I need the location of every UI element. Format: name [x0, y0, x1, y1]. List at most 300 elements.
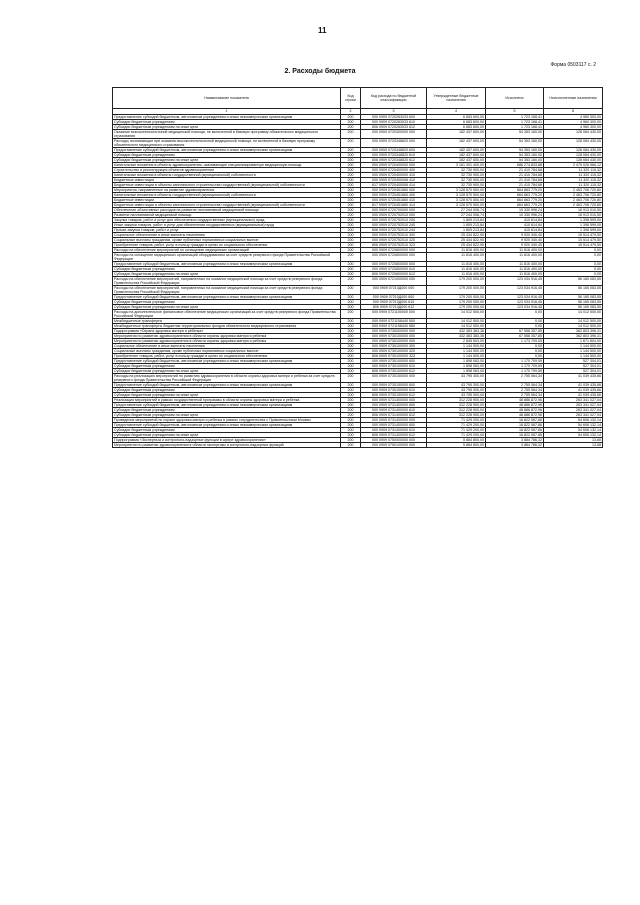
row-classification-code: 000 0909 0720451660 400 [361, 193, 427, 198]
row-executed: 0,00 [486, 310, 544, 319]
row-classification-code: 000 0909 0720451660 410 [361, 198, 427, 203]
row-line-code: 200 [341, 369, 361, 374]
row-executed: 123 034 916,45 [486, 305, 544, 310]
row-name: Субсидии бюджетным учреждениям на иные цели [113, 433, 341, 438]
row-executed: 1 173 709,00 [486, 339, 544, 344]
row-line-code: 200 [341, 243, 361, 248]
row-executed: 11 816 400,00 [486, 262, 544, 267]
row-line-code: 200 [341, 418, 361, 423]
row-line-code: 200 [341, 130, 361, 139]
row-executed: 0,00 [486, 349, 544, 354]
row-unexecuted: 13,68 [544, 438, 603, 443]
table-row [113, 253, 603, 262]
column-number: 6 [544, 109, 603, 115]
row-name: Субсидии бюджетным учреждениям [113, 120, 341, 125]
row-executed: 123 034 916,45 [486, 300, 544, 305]
row-classification-code: 806 0909 0731400000 612 [361, 433, 427, 438]
row-line-code: 200 [341, 403, 361, 408]
row-name: Социальное обеспечение и иные выплаты населению [113, 233, 341, 238]
row-unexecuted: 263 341 027,04 [544, 413, 603, 418]
row-name: Социальные выплаты гражданам, кроме публичных нормативных социальных выплат [113, 238, 341, 243]
row-name: Приобретение товаров, работ, услуг в пользу граждан в целях их социального обеспечения [113, 354, 341, 359]
row-name: Мероприятия, направленные на развитие здравоохранения [113, 188, 341, 193]
row-name: Приобретение товаров, работ, услуг в пользу граждан в целях их социального обеспечения [113, 243, 341, 248]
row-classification-code: 000 0909 0750100000 000 [361, 443, 427, 448]
row-line-code: 200 [341, 267, 361, 272]
row-unexecuted: 16 913 010,50 [544, 213, 603, 218]
row-name: Обеспечение объективных расходов на развитие паллиативной медицинской помощи [113, 208, 341, 213]
row-executed: 410 614,84 [486, 223, 544, 228]
row-classification-code: 000 0909 0720300000 000 [361, 130, 427, 139]
row-executed: 1 723 168,41 [486, 125, 544, 130]
row-approved: 25 434 822,90 [427, 243, 486, 248]
row-executed: 1 170 709,59 [486, 359, 544, 364]
row-executed: 11 816 400,00 [486, 272, 544, 277]
row-classification-code: 817 0909 0720400006 414 [361, 183, 427, 188]
row-line-code: 200 [341, 223, 361, 228]
row-name: Капитальные вложения в объекты государственной (муниципальной) собственности [113, 173, 341, 178]
row-name: Субсидии бюджетным учреждениям на иные цели [113, 369, 341, 374]
column-header-line-code: Код строки [341, 88, 361, 109]
row-executed: 67 558 357,85 [486, 329, 544, 334]
row-classification-code: 000 0909 0720752010 320 [361, 238, 427, 243]
row-executed: 3 884 786,32 [486, 438, 544, 443]
row-line-code: 200 [341, 178, 361, 183]
row-classification-code: 000 0909 0731400000 000 [361, 398, 427, 403]
row-unexecuted: 56 165 083,55 [544, 295, 603, 300]
row-name: Субсидии бюджетным учреждениям [113, 428, 341, 433]
row-line-code: 200 [341, 163, 361, 168]
row-line-code: 200 [341, 388, 361, 393]
row-executed: 664 863 779,20 [486, 203, 544, 208]
row-unexecuted: 4 960 300,00 [544, 125, 603, 130]
row-classification-code: 000 0909 07210Д000 610 [361, 300, 427, 305]
row-approved: 182 437 600,00 [427, 130, 486, 139]
row-unexecuted: 263 341 027,04 [544, 408, 603, 413]
row-line-code: 200 [341, 413, 361, 418]
row-approved: 312 228 900,00 [427, 408, 486, 413]
row-line-code: 200 [341, 115, 361, 120]
row-executed: 48 886 872,96 [486, 398, 544, 403]
row-executed: 2 755 564,34 [486, 388, 544, 393]
row-classification-code: 000 0909 07210Д000 600 [361, 295, 427, 300]
row-name: Капитальные вложения в объекты государственной (муниципальной) собственности [113, 193, 341, 198]
row-approved: 1 898 063,00 [427, 364, 486, 369]
row-executed: 10 330 996,24 [486, 213, 544, 218]
row-name: Проведение мероприятий по охране здоровья матери и ребенка в рамках сотрудничества с Правительством Москвы [113, 418, 341, 423]
row-name: Иные закупки товаров, работ и услуг для обеспечения государственных (муниципальных) нужд [113, 223, 341, 228]
row-approved: 5 884 800,00 [427, 438, 486, 443]
row-unexecuted: 128 084 430,00 [544, 153, 603, 158]
row-approved: 182 437 600,00 [427, 148, 486, 153]
row-unexecuted: 1 144 500,00 [544, 354, 603, 359]
row-unexecuted: 56 165 083,55 [544, 300, 603, 305]
row-unexecuted: 56 165 083,55 [544, 286, 603, 295]
row-line-code: 200 [341, 393, 361, 398]
row-classification-code: 000 0909 0721158440 500 [361, 319, 427, 324]
row-line-code: 200 [341, 374, 361, 383]
row-classification-code: 000 0909 0730100000 600 [361, 359, 427, 364]
row-classification-code: 000 0909 0730150000 000 [361, 374, 427, 383]
row-name: Расходы на обеспечение мероприятий, направленных на оказание медицинской помощи за счет средств резервного фонда Правительства Российской Федерации [113, 277, 341, 286]
row-executed: 123 034 916,45 [486, 295, 544, 300]
row-unexecuted: 263 341 027,04 [544, 403, 603, 408]
row-approved: 2 845 503,00 [427, 339, 486, 344]
row-classification-code: 000 0909 0720800000 610 [361, 267, 427, 272]
row-approved: 25 434 822,90 [427, 233, 486, 238]
row-unexecuted: 14 012 500,00 [544, 310, 603, 319]
column-header-approved: Утвержденные бюджетные назначения [427, 88, 486, 109]
row-name: Предоставление субсидий бюджетным, автономным учреждениям и иным некоммерческим организациям [113, 262, 341, 267]
row-classification-code: 000 0909 0720800000 000 [361, 253, 427, 262]
row-approved: 312 228 900,00 [427, 413, 486, 418]
row-name: Подпрограмма «Экспертиза и контрольно-надзорные функции в сфере здравоохранения» [113, 438, 341, 443]
row-name: Субсидии бюджетным учреждениям на иные цели [113, 158, 341, 163]
row-name: Расходы, возникающие при оказании высокотехнологичной медицинской помощи, не включенной в базовую программу обязательного медицинского страхования [113, 139, 341, 148]
row-classification-code: 806 0909 0720752010 244 [361, 228, 427, 233]
column-number: 5 [486, 109, 544, 115]
row-executed: 2 755 564,34 [486, 383, 544, 388]
row-executed: 21 410 784,68 [486, 183, 544, 188]
row-line-code: 200 [341, 344, 361, 349]
row-unexecuted: 54 606 132,14 [544, 423, 603, 428]
row-unexecuted: 362 803 396,31 [544, 334, 603, 339]
row-classification-code: 806 0909 0730150000 612 [361, 393, 427, 398]
row-executed: 11 816 400,00 [486, 253, 544, 262]
row-classification-code: 000 0909 0720752010 200 [361, 218, 427, 223]
row-name: Мероприятия по развитию здравоохранения в области охраны здоровья матери и ребенка [113, 334, 341, 339]
row-executed: 10 330 996,24 [486, 208, 544, 213]
row-line-code: 200 [341, 438, 361, 443]
row-name: Предоставление субсидий бюджетным, автономным учреждениям и иным некоммерческим организациям [113, 295, 341, 300]
row-executed: 0,00 [486, 324, 544, 329]
row-classification-code: 000 0909 0721158440 580 [361, 324, 427, 329]
row-approved: 3 128 570 500,00 [427, 188, 486, 193]
table-row [113, 374, 603, 383]
row-line-code: 200 [341, 168, 361, 173]
row-classification-code: 806 0909 0720752010 323 [361, 243, 427, 248]
row-executed: 54 353 160,00 [486, 139, 544, 148]
row-approved: 32 730 900,00 [427, 183, 486, 188]
row-line-code: 200 [341, 295, 361, 300]
row-line-code: 200 [341, 349, 361, 354]
row-approved: 11 816 400,00 [427, 262, 486, 267]
row-executed: 21 410 784,68 [486, 173, 544, 178]
row-name: Бюджетные инвестиции [113, 178, 341, 183]
row-line-code: 200 [341, 354, 361, 359]
table-row [113, 130, 603, 139]
row-approved: 6 683 600,00 [427, 125, 486, 130]
row-name: Капитальные вложения в объекты здравоохранения, оказывающие специализированную медицинскую помощь [113, 163, 341, 168]
row-unexecuted: 54 606 132,14 [544, 428, 603, 433]
row-unexecuted: 2 475 026 566,12 [544, 163, 603, 168]
row-classification-code: 000 0909 0730100000 610 [361, 364, 427, 369]
row-name: Бюджетные инвестиции в объекты капитального строительства государственной (муниципальной) собственности [113, 203, 341, 208]
row-classification-code: 000 0909 0721100000 000 [361, 310, 427, 319]
table-row [113, 139, 603, 148]
row-approved: 43 795 300,00 [427, 388, 486, 393]
row-line-code: 200 [341, 277, 361, 286]
row-approved: 11 816 400,00 [427, 253, 486, 262]
row-approved: 11 816 400,00 [427, 267, 486, 272]
row-line-code: 200 [341, 272, 361, 277]
row-classification-code: 806 0909 0720263033 612 [361, 125, 427, 130]
row-line-code: 200 [341, 428, 361, 433]
row-classification-code: 806 0909 0730100000 323 [361, 354, 427, 359]
row-classification-code: 000 0909 0730000000 000 [361, 329, 427, 334]
row-executed: 1 723 168,41 [486, 115, 544, 120]
row-approved: 71 429 200,00 [427, 433, 486, 438]
table-body [113, 115, 603, 448]
row-name: Субсидии бюджетным учреждениям [113, 300, 341, 305]
row-executed: 2 755 564,34 [486, 393, 544, 398]
row-line-code: 200 [341, 208, 361, 213]
row-name: Субсидии бюджетным учреждениям [113, 267, 341, 272]
row-executed: 410 614,84 [486, 228, 544, 233]
row-line-code: 200 [341, 203, 361, 208]
row-name: Предоставление субсидий бюджетным, автономным учреждениям и иным некоммерческим организациям [113, 403, 341, 408]
row-line-code: 200 [341, 218, 361, 223]
row-approved: 312 228 900,00 [427, 403, 486, 408]
row-executed: 11 816 400,00 [486, 267, 544, 272]
row-line-code: 200 [341, 188, 361, 193]
row-name: Предоставление субсидий бюджетным, автономным учреждениям и иным некоммерческим организациям [113, 115, 341, 120]
row-classification-code: 806 0909 0720800000 612 [361, 272, 427, 277]
row-approved: 179 200 000,00 [427, 277, 486, 286]
row-approved: 1 898 063,00 [427, 369, 486, 374]
row-approved: 1 144 500,00 [427, 349, 486, 354]
column-header-classification: Код расхода по бюджетной классификации [361, 88, 427, 109]
row-approved: 179 200 000,00 [427, 300, 486, 305]
row-classification-code: 000 0909 0730100000 320 [361, 349, 427, 354]
header-row [113, 88, 603, 109]
row-executed: 48 886 872,96 [486, 413, 544, 418]
table-row [113, 443, 603, 448]
row-line-code: 200 [341, 359, 361, 364]
row-approved: 32 730 900,00 [427, 178, 486, 183]
row-classification-code: 000 0909 0730100000 000 [361, 339, 427, 344]
row-line-code: 200 [341, 286, 361, 295]
table-row [113, 277, 603, 286]
row-unexecuted: 41 039 435,66 [544, 388, 603, 393]
row-classification-code: 000 0909 0731400000 610 [361, 408, 427, 413]
row-unexecuted: 1 144 500,00 [544, 349, 603, 354]
row-line-code: 200 [341, 228, 361, 233]
row-line-code: 200 [341, 319, 361, 324]
row-name: Развитие паллиативной медицинской помощи [113, 213, 341, 218]
row-unexecuted: 128 084 430,00 [544, 158, 603, 163]
row-executed: 0,00 [486, 344, 544, 349]
row-approved: 14 012 500,00 [427, 310, 486, 319]
row-unexecuted: 14 012 500,00 [544, 319, 603, 324]
row-classification-code: 000 0909 0720700000 000 [361, 208, 427, 213]
row-unexecuted: 0,00 [544, 253, 603, 262]
row-executed: 67 558 357,85 [486, 334, 544, 339]
row-name: Субсидии бюджетным учреждениям на иные цели [113, 393, 341, 398]
row-unexecuted: 2 463 706 720,80 [544, 198, 603, 203]
expenses-table [112, 87, 603, 448]
row-classification-code: 000 0909 0720400000 000 [361, 163, 427, 168]
row-approved: 3 128 570 500,00 [427, 193, 486, 198]
row-executed: 3 884 786,32 [486, 443, 544, 448]
row-name: Расходы на дополнительное финансовое обеспечение медицинских организаций за счет средств резервного фонда Правительства Российской Федерации [113, 310, 341, 319]
row-classification-code: 000 0909 0731400000 600 [361, 423, 427, 428]
row-name: Субсидии бюджетным учреждениям на иные цели [113, 272, 341, 277]
row-approved: 6 683 600,00 [427, 120, 486, 125]
row-classification-code: 000 0909 07210Д000 000 [361, 286, 427, 295]
row-unexecuted: 0,00 [544, 272, 603, 277]
row-line-code: 200 [341, 193, 361, 198]
row-classification-code: 000 0909 0750000000 000 [361, 438, 427, 443]
row-approved: 25 434 822,90 [427, 238, 486, 243]
row-executed: 54 353 160,00 [486, 130, 544, 139]
row-classification-code: 000 0909 0720400000 400 [361, 168, 427, 173]
row-name: Расходы на реализацию мероприятий по развитию здравоохранения в области охраны здоровья матери и ребенка за счет средств резервного фонда Правительства Российской Федерации [113, 374, 341, 383]
row-executed: 664 863 779,20 [486, 188, 544, 193]
row-line-code: 200 [341, 324, 361, 329]
row-classification-code: 000 0909 0720800000 600 [361, 262, 427, 267]
row-line-code: 200 [341, 398, 361, 403]
page-number: 11 [318, 26, 327, 35]
row-line-code: 200 [341, 248, 361, 253]
row-unexecuted: 41 039 435,66 [544, 374, 603, 383]
row-name: Прочая закупка товаров, работ и услуг [113, 228, 341, 233]
row-unexecuted: 14 012 500,00 [544, 324, 603, 329]
row-approved: 179 200 000,00 [427, 305, 486, 310]
row-approved: 179 200 000,00 [427, 295, 486, 300]
row-unexecuted: 1 398 599,00 [544, 218, 603, 223]
row-executed: 9 920 340,40 [486, 233, 544, 238]
row-line-code: 200 [341, 310, 361, 319]
row-executed: 1 170 709,59 [486, 369, 544, 374]
row-approved: 182 437 600,00 [427, 158, 486, 163]
row-classification-code: 806 0909 0720348820 612 [361, 158, 427, 163]
row-unexecuted: 128 084 430,00 [544, 130, 603, 139]
row-classification-code: 000 0909 0731400000 600 [361, 403, 427, 408]
row-approved: 3 128 570 500,00 [427, 198, 486, 203]
row-unexecuted: 13,68 [544, 443, 603, 448]
row-approved: 1 809 213,84 [427, 228, 486, 233]
row-line-code: 200 [341, 158, 361, 163]
row-classification-code: 000 0909 0720263033 600 [361, 115, 427, 120]
row-unexecuted: 2 463 706 720,80 [544, 188, 603, 193]
row-line-code: 200 [341, 262, 361, 267]
row-line-code: 200 [341, 153, 361, 158]
row-unexecuted: 2 463 706 720,80 [544, 203, 603, 208]
row-approved: 43 795 300,00 [427, 383, 486, 388]
row-line-code: 200 [341, 364, 361, 369]
row-approved: 32 730 900,00 [427, 173, 486, 178]
row-name: Субсидии бюджетным учреждениям [113, 408, 341, 413]
row-name: Субсидии бюджетным учреждениям на иные цели [113, 413, 341, 418]
row-unexecuted: 527 304,01 [544, 359, 603, 364]
row-approved: 14 012 500,00 [427, 324, 486, 329]
row-unexecuted: 11 320 115,32 [544, 168, 603, 173]
row-approved: 71 429 200,00 [427, 418, 486, 423]
row-executed: 54 353 160,00 [486, 158, 544, 163]
table-row [113, 286, 603, 295]
row-executed: 664 863 779,20 [486, 198, 544, 203]
row-name: Расходы на обеспечение мероприятий, направленных на оказание медицинской помощи за счет средств резервного фонда Правительства Российской Федерации [113, 286, 341, 295]
row-executed: 1 170 709,59 [486, 364, 544, 369]
row-executed: 410 614,84 [486, 218, 544, 223]
row-approved: 1 144 500,00 [427, 344, 486, 349]
row-line-code: 200 [341, 339, 361, 344]
row-approved: 3 128 570 500,00 [427, 203, 486, 208]
row-unexecuted: 41 039 435,66 [544, 393, 603, 398]
row-name: Социальные выплаты гражданам, кроме публичных нормативных социальных выплат [113, 349, 341, 354]
row-approved: 71 429 200,00 [427, 423, 486, 428]
row-unexecuted: 4 960 300,00 [544, 115, 603, 120]
row-classification-code: 000 0909 0720752010 000 [361, 213, 427, 218]
row-line-code: 200 [341, 173, 361, 178]
row-executed: 16 822 067,86 [486, 428, 544, 433]
row-executed: 21 410 784,68 [486, 168, 544, 173]
row-executed: 0,00 [486, 319, 544, 324]
row-name: Межбюджетные трансферты [113, 319, 341, 324]
row-classification-code: 000 0909 0730100000 300 [361, 344, 427, 349]
row-executed: 9 920 340,40 [486, 243, 544, 248]
row-name: Субсидии бюджетным учреждениям [113, 364, 341, 369]
row-unexecuted: 1 398 599,00 [544, 223, 603, 228]
row-line-code: 200 [341, 300, 361, 305]
row-name: Субсидии бюджетным учреждениям на иные цели [113, 305, 341, 310]
row-approved: 3 161 301 400,00 [427, 163, 486, 168]
row-executed: 54 353 160,00 [486, 153, 544, 158]
row-line-code: 200 [341, 125, 361, 130]
row-line-code: 200 [341, 139, 361, 148]
row-line-code: 200 [341, 233, 361, 238]
table-row [113, 310, 603, 319]
row-name: Межбюджетные трансферты бюджетам территориальных фондов обязательного медицинского страхования [113, 324, 341, 329]
row-unexecuted: 1 398 599,00 [544, 228, 603, 233]
row-name: Подпрограмма «Охрана здоровья матери и ребенка» [113, 329, 341, 334]
row-unexecuted: 1 671 804,00 [544, 339, 603, 344]
row-line-code: 200 [341, 383, 361, 388]
column-header-unexecuted: Неисполненные назначения [544, 88, 603, 109]
row-classification-code: 000 0909 0720800000 000 [361, 248, 427, 253]
row-approved: 11 816 400,00 [427, 248, 486, 253]
column-number: 3 [361, 109, 427, 115]
row-approved: 27 244 006,74 [427, 213, 486, 218]
row-unexecuted: 2 463 706 720,80 [544, 193, 603, 198]
row-approved: 182 437 600,00 [427, 139, 486, 148]
row-unexecuted: 0,00 [544, 248, 603, 253]
row-name: Предоставление субсидий бюджетным, автономным учреждениям и иным некоммерческим организациям [113, 359, 341, 364]
row-unexecuted: 11 320 115,32 [544, 178, 603, 183]
row-unexecuted: 15 514 479,50 [544, 243, 603, 248]
row-unexecuted: 56 165 083,55 [544, 277, 603, 286]
row-line-code: 200 [341, 213, 361, 218]
row-classification-code: 000 0909 0720400006 410 [361, 178, 427, 183]
row-executed: 54 353 160,00 [486, 148, 544, 153]
row-approved: 5 884 800,00 [427, 443, 486, 448]
row-executed: 0,00 [486, 354, 544, 359]
row-executed: 123 034 916,45 [486, 286, 544, 295]
row-line-code: 200 [341, 238, 361, 243]
row-classification-code: 817 0909 0720451660 414 [361, 203, 427, 208]
row-classification-code: 000 0909 0730150000 600 [361, 383, 427, 388]
row-unexecuted: 15 514 479,50 [544, 233, 603, 238]
row-line-code: 200 [341, 334, 361, 339]
form-code: Форма 0503117 с. 2 [550, 62, 596, 68]
row-unexecuted: 15 514 479,50 [544, 238, 603, 243]
row-classification-code: 806 0909 0731400000 612 [361, 413, 427, 418]
row-executed: 21 410 784,68 [486, 178, 544, 183]
row-classification-code: 000 0909 0720348820 600 [361, 148, 427, 153]
row-unexecuted: 54 606 132,14 [544, 433, 603, 438]
row-approved: 432 383 383,36 [427, 334, 486, 339]
